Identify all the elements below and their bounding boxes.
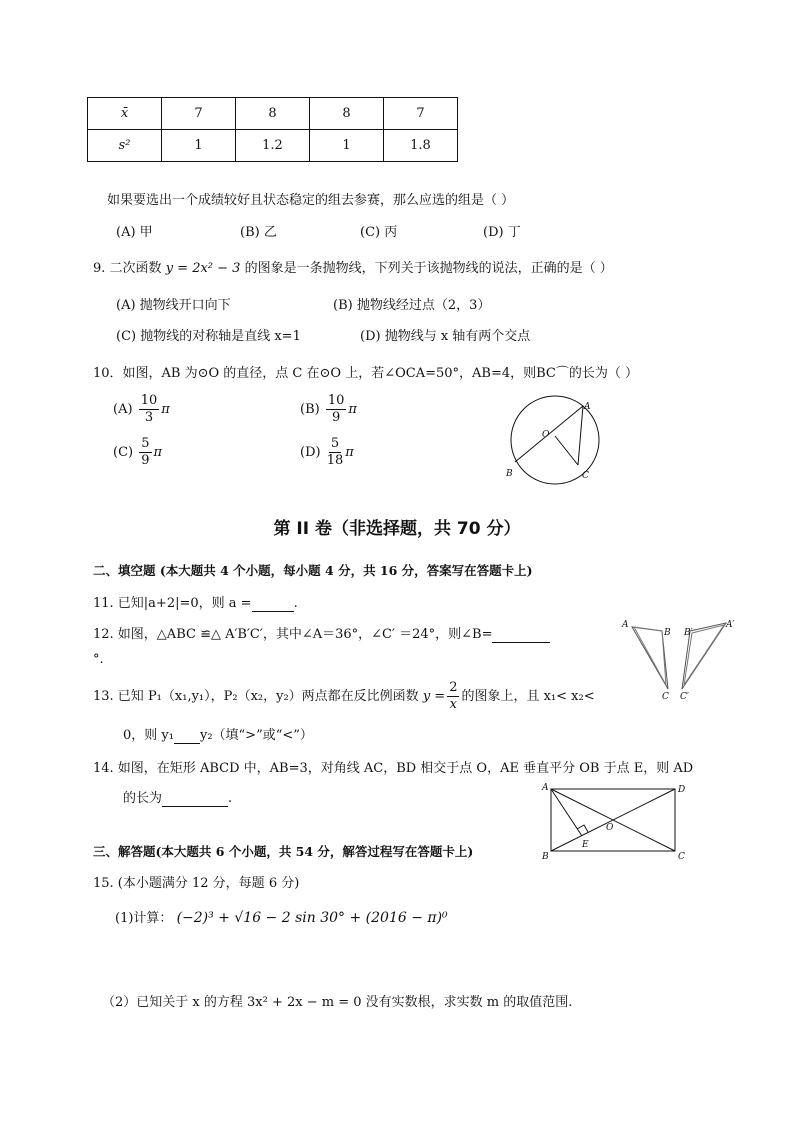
label-b: B bbox=[506, 469, 513, 479]
label-b: B bbox=[542, 852, 549, 862]
label-c: C bbox=[582, 471, 589, 481]
table-cell: 1.2 bbox=[236, 130, 310, 162]
q9-option-b: (B) 抛物线经过点（2，3） bbox=[333, 298, 491, 313]
q8-option-a: (A) 甲 bbox=[116, 225, 153, 240]
label-o: O bbox=[542, 430, 550, 440]
q12-line2: °. bbox=[93, 652, 104, 667]
radius-oc bbox=[555, 436, 578, 465]
label-e: E bbox=[582, 840, 589, 850]
q10-option-c: (C) $\frac{5}{9}$ π bbox=[113, 436, 163, 468]
table-cell: 1 bbox=[162, 130, 236, 162]
q13-line2: 0，则 y₁ y₂（填“>”或“<”） bbox=[123, 728, 313, 743]
q13-line1: 13. 已知 P₁（x₁,y₁），P₂（x₂，y₂）两点都在反比例函数 y = $\frac{2}{x}$ 的图象上，且 x₁< x₂< bbox=[93, 680, 595, 712]
q9-prefix: 9. 二次函数 bbox=[93, 261, 162, 276]
stats-table bbox=[87, 97, 458, 162]
table-row bbox=[88, 130, 458, 162]
table-cell: 8 bbox=[236, 98, 310, 130]
label-a-prime: A′ bbox=[726, 620, 735, 630]
answer-blank bbox=[174, 728, 200, 744]
q14-line2: 的长为 . bbox=[123, 791, 233, 806]
q10-option-a: (A) $\frac{10}{3}$ π bbox=[113, 393, 170, 425]
q9-option-c: (C) 抛物线的对称轴是直线 x=1 bbox=[116, 329, 301, 344]
q14-line1: 14. 如图，在矩形 ABCD 中，AB=3，对角线 AC，BD 相交于点 O，AE 垂直平分 OB 于点 E，则 AD bbox=[93, 761, 694, 776]
fraction: $\frac{5}{9}$ bbox=[141, 436, 150, 468]
label-c: C bbox=[662, 692, 669, 701]
section-title: 第 II 卷（非选择题，共 70 分） bbox=[273, 519, 521, 539]
table-cell: 7 bbox=[384, 98, 458, 130]
label-b: B bbox=[664, 628, 671, 638]
answer-blank bbox=[492, 627, 550, 643]
q10-stem: 10．如图，AB 为⊙O 的直径，点 C 在⊙O 上，若∠OCA=50°，AB=4，则BC⌒的长为（ ） bbox=[93, 366, 638, 381]
q15-part1: (1)计算： (−2)³ + √16 − 2 sin 30° + (2016 − π)⁰ bbox=[115, 910, 448, 926]
q8-option-d: (D) 丁 bbox=[483, 225, 521, 240]
q8-stem: 如果要选出一个成绩较好且状态稳定的组去参赛，那么应选的组是（ ） bbox=[107, 193, 515, 208]
table-cell: 1 bbox=[310, 130, 384, 162]
triangles-figure bbox=[618, 615, 742, 701]
label-d: D bbox=[678, 785, 686, 795]
q9-suffix: 的图象是一条抛物线，下列关于该抛物线的说法，正确的是（ ） bbox=[244, 261, 613, 276]
circle-figure bbox=[500, 392, 610, 486]
q9-formula: y = 2x² − 3 bbox=[165, 261, 241, 276]
fraction: $\frac{10}{9}$ bbox=[327, 393, 345, 425]
chord-ac bbox=[578, 406, 583, 465]
label-a: A bbox=[584, 402, 591, 412]
label-a: A bbox=[542, 783, 549, 793]
q10-option-b: (B) $\frac{10}{9}$ π bbox=[300, 393, 357, 425]
fraction: $\frac{2}{x}$ bbox=[449, 680, 458, 712]
q8-option-c: (C) 丙 bbox=[360, 225, 398, 240]
q11: 11. 已知|a+2|=0，则 a = . bbox=[93, 596, 298, 611]
table-row-header: s² bbox=[88, 130, 162, 162]
q10-option-d: (D) $\frac{5}{18}$ π bbox=[300, 436, 354, 468]
label-c: C bbox=[678, 852, 685, 862]
q15-intro: 15. (本小题满分 12 分，每题 6 分) bbox=[93, 876, 300, 891]
table-cell: 7 bbox=[162, 98, 236, 130]
label-c-prime: C′ bbox=[680, 692, 689, 701]
part2-heading: 二、填空题 (本大题共 4 个小题，每小题 4 分，共 16 分，答案写在答题卡上) bbox=[93, 563, 533, 578]
label-a: A bbox=[622, 620, 629, 630]
q9-option-a: (A) 抛物线开口向下 bbox=[116, 298, 231, 313]
table-cell: 8 bbox=[310, 98, 384, 130]
q9-stem bbox=[93, 257, 613, 276]
part3-heading: 三、解答题(本大题共 6 个小题，共 54 分，解答过程写在答题卡上) bbox=[93, 844, 474, 859]
q15-part2: （2）已知关于 x 的方程 3x² + 2x − m = 0 没有实数根，求实数 m 的取值范围. bbox=[102, 995, 573, 1010]
label-b-prime: B′ bbox=[684, 628, 693, 638]
label-o: O bbox=[606, 823, 614, 833]
q9-option-d: (D) 抛物线与 x 轴有两个交点 bbox=[360, 329, 531, 344]
q15-expression: (−2)³ + √16 − 2 sin 30° + (2016 − π)⁰ bbox=[176, 910, 448, 926]
table-cell: 1.8 bbox=[384, 130, 458, 162]
answer-blank bbox=[252, 596, 294, 612]
q12-line1: 12. 如图，△ABC ≌△ A′B′C′，其中∠A＝36°，∠C′ ＝24°，则∠B= bbox=[93, 623, 550, 643]
fraction: $\frac{10}{3}$ bbox=[140, 393, 158, 425]
table-row-header: x̄ bbox=[88, 98, 162, 130]
table-row bbox=[88, 98, 458, 130]
fraction: $\frac{5}{18}$ bbox=[326, 436, 344, 468]
answer-blank bbox=[162, 791, 228, 807]
rectangle-figure bbox=[538, 780, 686, 862]
q8-option-b: (B) 乙 bbox=[240, 225, 277, 240]
